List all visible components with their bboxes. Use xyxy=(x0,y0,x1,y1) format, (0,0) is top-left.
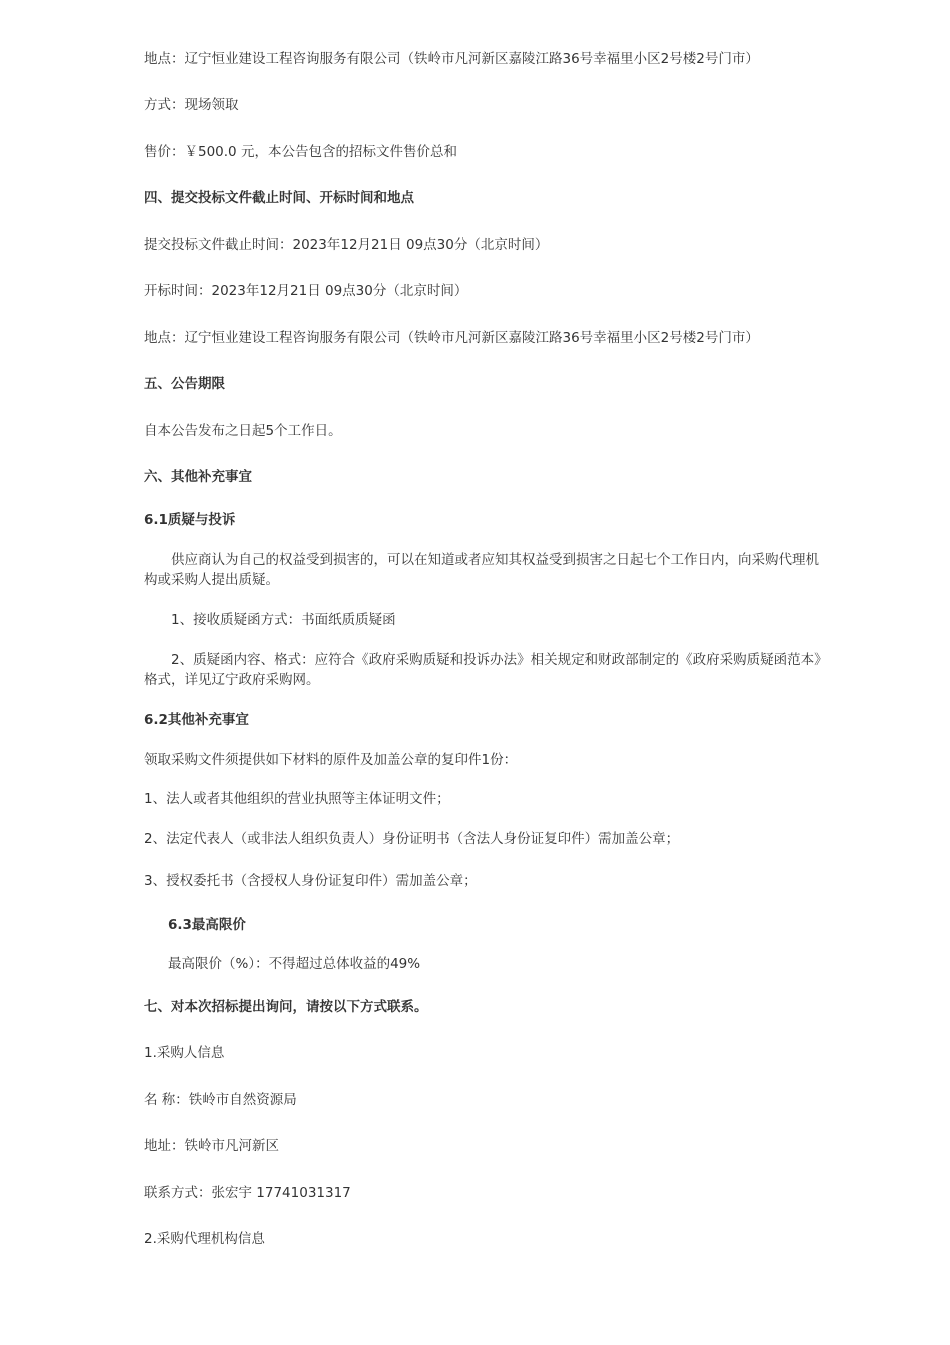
materials-intro: 领取采购文件须提供如下材料的原件及加盖公章的复印件1份： xyxy=(144,752,518,768)
section-5-heading: 五、公告期限 xyxy=(144,376,225,392)
bid-opening-location: 地点：辽宁恒业建设工程咨询服务有限公司（铁岭市凡河新区嘉陵江路36号幸福里小区2号楼2号门市） xyxy=(144,330,759,346)
agency-info-heading: 2.采购代理机构信息 xyxy=(144,1231,265,1247)
material-item-3: 3、授权委托书（含授权人身份证复印件）需加盖公章； xyxy=(144,873,477,889)
section-6-1-heading: 6.1质疑与投诉 xyxy=(144,512,236,528)
purchaser-contact: 联系方式：张宏宇 17741031317 xyxy=(144,1185,351,1201)
section-6-heading: 六、其他补充事宜 xyxy=(144,469,252,485)
material-item-1: 1、法人或者其他组织的营业执照等主体证明文件； xyxy=(144,791,450,807)
section-6-3-heading: 6.3最高限价 xyxy=(168,917,246,933)
notice-period: 自本公告发布之日起5个工作日。 xyxy=(144,423,342,439)
pickup-location: 地点：辽宁恒业建设工程咨询服务有限公司（铁岭市凡河新区嘉陵江路36号幸福里小区2号楼2号门市） xyxy=(144,51,759,67)
challenge-method: 1、接收质疑函方式：书面纸质质疑函 xyxy=(171,612,396,628)
challenge-paragraph: 供应商认为自己的权益受到损害的，可以在知道或者应知其权益受到损害之日起七个工作日内，向采购代理机构或采购人提出质疑。 xyxy=(144,552,819,588)
challenge-format: 2、质疑函内容、格式：应符合《政府采购质疑和投诉办法》相关规定和财政部制定的《政府采购质疑函范本》格式，详见辽宁政府采购网。 xyxy=(144,652,821,688)
purchaser-address: 地址：铁岭市凡河新区 xyxy=(144,1138,279,1154)
bid-deadline: 提交投标文件截止时间：2023年12月21日 09点30分（北京时间） xyxy=(144,237,549,253)
purchaser-info-heading: 1.采购人信息 xyxy=(144,1045,225,1061)
material-item-2: 2、法定代表人（或非法人组织负责人）身份证明书（含法人身份证复印件）需加盖公章； xyxy=(144,831,680,847)
bid-opening-time: 开标时间：2023年12月21日 09点30分（北京时间） xyxy=(144,283,468,299)
document-price: 售价：￥500.0 元，本公告包含的招标文件售价总和 xyxy=(144,144,457,160)
section-4-heading: 四、提交投标文件截止时间、开标时间和地点 xyxy=(144,190,414,206)
max-price-limit: 最高限价（%）：不得超过总体收益的49% xyxy=(168,956,421,972)
pickup-method: 方式：现场领取 xyxy=(144,97,239,113)
purchaser-name: 名 称：铁岭市自然资源局 xyxy=(144,1092,297,1108)
section-6-2-heading: 6.2其他补充事宜 xyxy=(144,712,249,728)
section-7-heading: 七、对本次招标提出询问，请按以下方式联系。 xyxy=(144,999,428,1015)
